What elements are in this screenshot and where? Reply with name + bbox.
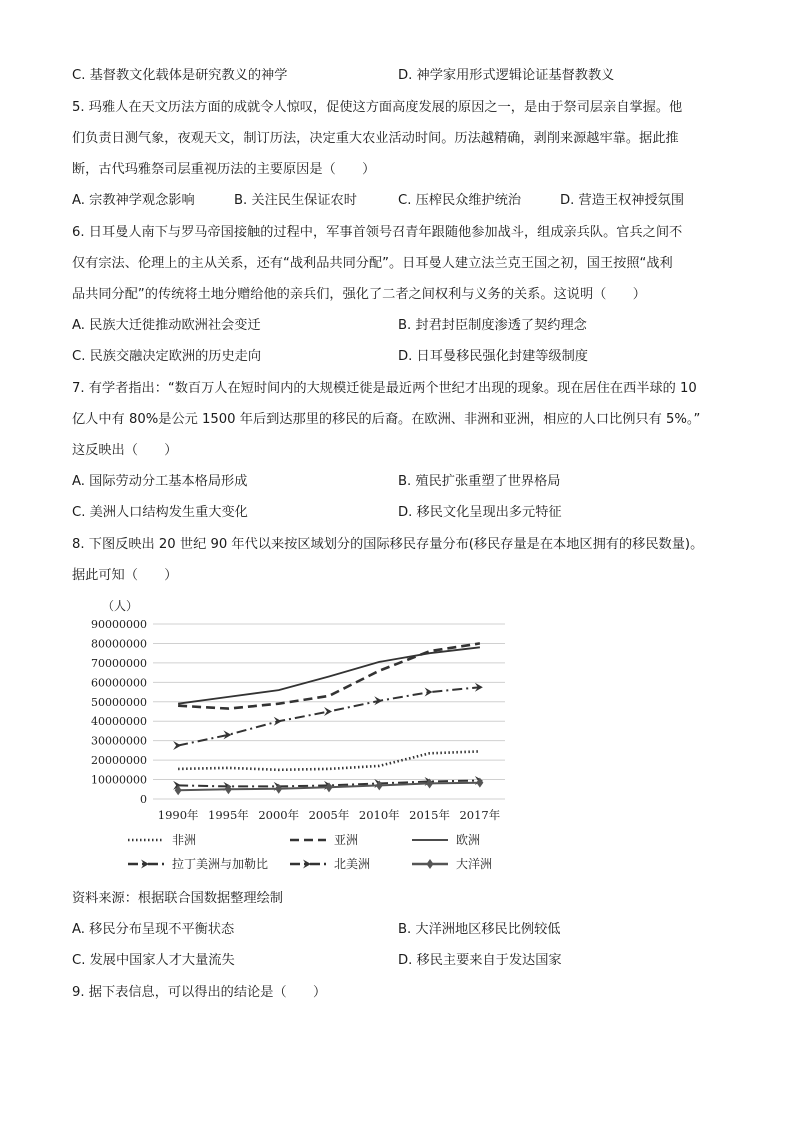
y-tick-label-2: 20000000 <box>91 754 147 768</box>
q6-stem-line-3: 品共同分配”的传统将土地分赠给他的亲兵们，强化了二者之间权利与义务的关系。这说明（ ） <box>72 287 646 302</box>
q4-option-c: C. 基督教文化载体是研究教义的神学 <box>72 68 288 83</box>
y-tick-label-1: 10000000 <box>91 773 147 787</box>
legend-label-0: 非洲 <box>172 833 197 847</box>
q5-stem-line-3: 断，古代玛雅祭司层重视历法的主要原因是（ ） <box>72 162 376 177</box>
q6-option-b: B. 封君封臣制度渗透了契约理念 <box>398 318 587 333</box>
chart-source: 资料来源：根据联合国数据整理绘制 <box>72 891 283 906</box>
q8-option-c: C. 发展中国家人才大量流失 <box>72 953 235 968</box>
series-4-point-5 <box>425 688 433 697</box>
q5-stem-line-1: 5. 玛雅人在天文历法方面的成就令人惊叹，促使这方面高度发展的原因之一，是由于祭司层亲自掌握。他 <box>72 100 683 115</box>
x-tick-label-3: 2005年 <box>308 808 350 822</box>
x-tick-label-6: 2017年 <box>459 808 501 822</box>
q6-option-c: C. 民族交融决定欧洲的历史走向 <box>72 349 262 364</box>
q7-stem-line-3: 这反映出（ ） <box>72 443 178 458</box>
y-tick-label-3: 30000000 <box>91 734 147 748</box>
x-tick-label-1: 1995年 <box>208 808 249 822</box>
q7-option-b: B. 殖民扩张重塑了世界格局 <box>398 474 561 489</box>
q5-stem-line-2: 们负责日测气象，夜观天文，制订历法，决定重大农业活动时间。历法越精确，剥削来源越牢靠。据此推 <box>72 131 679 146</box>
q5-option-b: B. 关注民生保证农时 <box>234 193 357 208</box>
legend-label-4: 北美洲 <box>334 857 371 871</box>
q7-option-a: A. 国际劳动分工基本格局形成 <box>72 474 248 489</box>
series-line-4 <box>178 687 480 745</box>
migrant-stock-chart <box>90 594 530 884</box>
series-4-point-3 <box>324 707 332 716</box>
series-4-point-0 <box>173 741 181 750</box>
q7-option-c: C. 美洲人口结构发生重大变化 <box>72 505 248 520</box>
x-tick-label-0: 1990年 <box>157 808 199 822</box>
q6-option-d: D. 日耳曼移民强化封建等级制度 <box>398 349 588 364</box>
q5-option-d: D. 营造王权神授氛围 <box>560 193 685 208</box>
legend-label-2: 欧洲 <box>456 833 481 847</box>
q6-option-a: A. 民族大迁徙推动欧洲社会变迁 <box>72 318 261 333</box>
q6-stem-line-2: 仅有宗法、伦理上的主从关系，还有“战利品共同分配”。日耳曼人建立法兰克王国之初，国王按照“战利 <box>72 256 673 271</box>
x-tick-label-5: 2015年 <box>409 808 450 822</box>
q7-stem-line-2: 亿人中有 80%是公元 1500 年后到达那里的移民的后裔。在欧洲、非洲和亚洲，相应的人口比例只有 5%。” <box>72 412 701 427</box>
y-tick-label-9: 90000000 <box>91 618 147 631</box>
q6-stem-line-1: 6. 日耳曼人南下与罗马帝国接触的过程中，军事首领号召青年跟随他参加战斗，组成亲兵队。官兵之间不 <box>72 225 683 240</box>
series-line-2 <box>178 647 480 703</box>
q8-option-d: D. 移民主要来自于发达国家 <box>398 953 562 968</box>
y-tick-label-0: 0 <box>140 793 147 806</box>
series-legend5-point-0 <box>427 859 434 869</box>
y-tick-label-4: 40000000 <box>91 715 147 729</box>
q7-option-d: D. 移民文化呈现出多元特征 <box>398 505 562 520</box>
q5-option-a: A. 宗教神学观念影响 <box>72 193 195 208</box>
q8-stem-line-1: 8. 下图反映出 20 世纪 90 年代以来按区域划分的国际移民存量分布(移民存量是在本地区拥有的移民数量)。 <box>72 537 704 552</box>
q4-option-d: D. 神学家用形式逻辑论证基督教教义 <box>398 68 615 83</box>
y-tick-label-7: 70000000 <box>91 656 147 670</box>
y-tick-label-6: 60000000 <box>91 676 147 690</box>
x-tick-label-2: 2000年 <box>258 808 300 822</box>
legend-label-3: 拉丁美洲与加勒比 <box>172 857 269 871</box>
y-unit-label: （人） <box>102 599 139 613</box>
q9-stem: 9. 据下表信息，可以得出的结论是（ ） <box>72 985 327 1000</box>
y-tick-label-5: 50000000 <box>91 695 147 709</box>
q8-option-a: A. 移民分布呈现不平衡状态 <box>72 922 235 937</box>
q8-option-b: B. 大洋洲地区移民比例较低 <box>398 922 561 937</box>
x-tick-label-4: 2010年 <box>358 808 400 822</box>
q7-stem-line-1: 7. 有学者指出：“数百万人在短时间内的大规模迁徙是最近两个世纪才出现的现象。现在居住在西半球的 10 <box>72 381 697 396</box>
q5-option-c: C. 压榨民众维护统治 <box>398 193 522 208</box>
q8-stem-line-2: 据此可知（ ） <box>72 568 178 583</box>
legend-label-5: 大洋洲 <box>456 857 493 871</box>
legend-label-1: 亚洲 <box>334 833 359 847</box>
y-tick-label-8: 80000000 <box>91 637 147 651</box>
